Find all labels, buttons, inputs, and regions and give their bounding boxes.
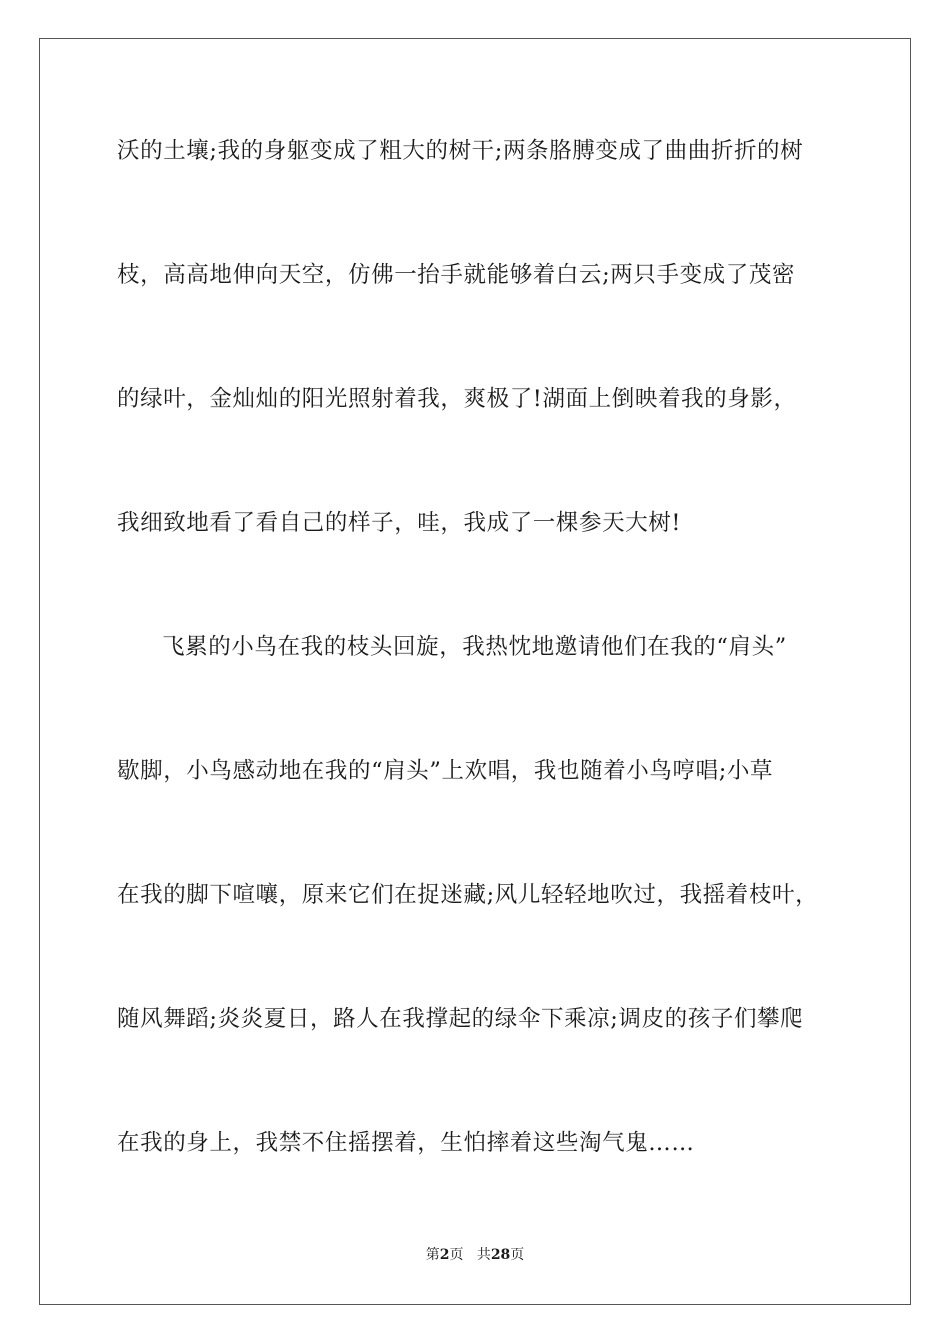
text-line: 歇脚，小鸟感动地在我的“肩头”上欢唱，我也随着小鸟哼唱;小草 bbox=[117, 758, 774, 784]
total-pages-number: 28 bbox=[490, 1247, 511, 1263]
current-page-number: 2 bbox=[439, 1247, 450, 1263]
page-suffix: 页 bbox=[449, 1247, 464, 1263]
text-line: 的绿叶，金灿灿的阳光照射着我，爽极了!湖面上倒映着我的身影， bbox=[117, 386, 797, 412]
total-suffix: 页 bbox=[510, 1247, 525, 1263]
text-line: 随风舞蹈;炎炎夏日，路人在我撑起的绿伞下乘凉;调皮的孩子们攀爬 bbox=[117, 1006, 804, 1032]
page-prefix: 第 bbox=[425, 1247, 440, 1263]
text-line: 我细致地看了看自己的样子，哇，我成了一棵参天大树! bbox=[117, 510, 682, 536]
paragraph-first-line: 飞累的小鸟在我的枝头回旋，我热忱地邀请他们在我的“肩头” bbox=[162, 634, 787, 660]
text-line: 枝，高高地伸向天空，仿佛一抬手就能够着白云;两只手变成了茂密 bbox=[117, 262, 796, 288]
text-line: 沃的土壤;我的身躯变成了粗大的树干;两条胳膊变成了曲曲折折的树 bbox=[117, 138, 804, 164]
page-border bbox=[39, 38, 911, 1305]
page-footer bbox=[0, 1245, 950, 1265]
total-prefix: 共 bbox=[476, 1247, 491, 1263]
text-line: 在我的脚下喧嚷，原来它们在捉迷藏;风儿轻轻地吹过，我摇着枝叶， bbox=[117, 882, 819, 908]
text-line: 在我的身上，我禁不住摇摆着，生怕摔着这些淘气鬼…… bbox=[117, 1130, 695, 1156]
